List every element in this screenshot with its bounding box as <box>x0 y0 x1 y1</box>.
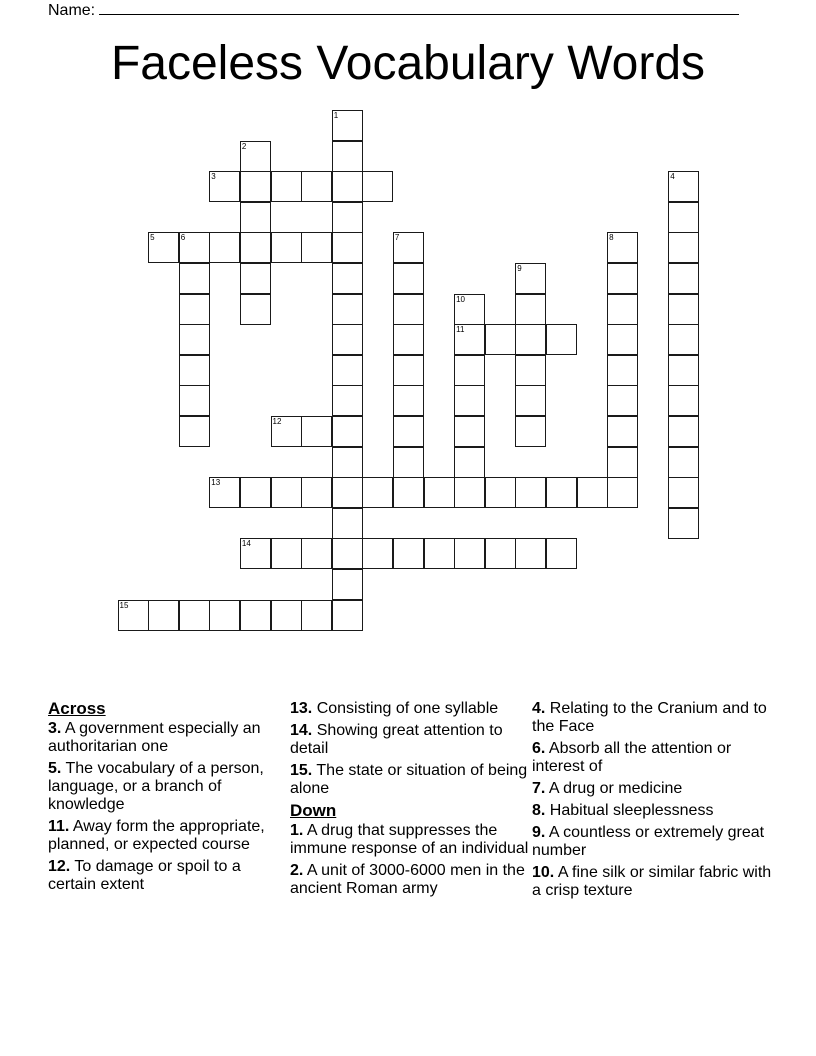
crossword-cell[interactable] <box>332 324 363 355</box>
crossword-cell[interactable] <box>393 538 424 569</box>
clue-text: A countless or extremely great number <box>532 824 765 859</box>
crossword-cell[interactable] <box>148 232 179 263</box>
crossword-cell[interactable] <box>271 538 302 569</box>
crossword-cell[interactable] <box>179 232 210 263</box>
crossword-cell[interactable] <box>668 416 699 447</box>
cell-number: 1 <box>333 111 339 120</box>
crossword-cell[interactable] <box>546 477 577 508</box>
cell-number: 10 <box>456 294 465 304</box>
crossword-cell[interactable] <box>515 477 546 508</box>
crossword-cell[interactable] <box>301 477 332 508</box>
clue-number: 14. <box>290 722 313 739</box>
crossword-cell[interactable] <box>179 324 210 355</box>
clue-number: 1. <box>290 822 304 839</box>
clue-column-2 <box>290 700 530 902</box>
clue-down-9 <box>532 824 772 860</box>
cell-number: 8 <box>609 233 614 243</box>
crossword-cell[interactable] <box>301 416 332 447</box>
crossword-cell[interactable] <box>515 355 546 386</box>
crossword-cell[interactable] <box>332 538 363 569</box>
crossword-cell[interactable] <box>179 355 210 386</box>
across-heading: Across <box>48 699 106 718</box>
clue-across-11 <box>48 818 288 854</box>
clue-text: The vocabulary of a person, language, or a branch of knowledge <box>48 760 264 813</box>
crossword-cell[interactable] <box>362 477 393 508</box>
cell-number: 3 <box>211 172 216 182</box>
cell-number: 9 <box>517 264 522 273</box>
crossword-cell[interactable] <box>668 355 699 386</box>
crossword-cell[interactable] <box>515 385 546 416</box>
crossword-cell[interactable] <box>668 324 699 355</box>
crossword-cell[interactable] <box>332 232 363 263</box>
clue-number: 12. <box>48 858 71 875</box>
crossword-cell[interactable] <box>362 538 393 569</box>
crossword-cell[interactable] <box>454 355 485 386</box>
clue-down-10 <box>532 864 772 900</box>
crossword-cell[interactable] <box>607 294 638 325</box>
crossword-cell[interactable] <box>118 600 149 631</box>
crossword-cell[interactable] <box>271 600 302 631</box>
crossword-cell[interactable] <box>393 416 424 447</box>
crossword-cell[interactable] <box>515 324 546 355</box>
down-heading: Down <box>290 801 337 820</box>
clue-text: Absorb all the attention or interest of <box>532 740 732 775</box>
crossword-cell[interactable] <box>454 294 485 325</box>
crossword-cell[interactable] <box>668 294 699 325</box>
clue-across-12 <box>48 858 288 894</box>
crossword-cell[interactable] <box>515 416 546 447</box>
cell-number: 5 <box>150 233 155 243</box>
clue-across-15 <box>290 762 530 798</box>
clue-text: The state or situation of being alone <box>290 762 528 797</box>
crossword-cell[interactable] <box>301 538 332 569</box>
crossword-cell[interactable] <box>362 171 393 202</box>
crossword-cell[interactable] <box>271 477 302 508</box>
crossword-cell[interactable] <box>393 263 424 294</box>
clue-number: 4. <box>532 700 546 717</box>
crossword-cell[interactable] <box>393 385 424 416</box>
crossword-cell[interactable] <box>179 294 210 325</box>
crossword-cell[interactable] <box>271 416 302 447</box>
crossword-cell[interactable] <box>668 263 699 294</box>
clue-number: 13. <box>290 700 313 717</box>
crossword-cell[interactable] <box>332 202 363 233</box>
clue-across-13 <box>290 700 530 718</box>
clue-number: 3. <box>48 720 62 737</box>
crossword-cell[interactable] <box>607 263 638 294</box>
crossword-cell[interactable] <box>240 202 271 233</box>
cell-number: 2 <box>241 141 247 151</box>
clue-across-14 <box>290 722 530 758</box>
clue-number: 8. <box>532 802 546 819</box>
clue-across-3 <box>48 720 288 756</box>
crossword-cell[interactable] <box>393 324 424 355</box>
crossword-cell[interactable] <box>515 263 546 294</box>
crossword-cell[interactable] <box>179 385 210 416</box>
crossword-cell[interactable] <box>393 294 424 325</box>
clue-down-7 <box>532 780 772 798</box>
crossword-cell[interactable] <box>301 600 332 631</box>
crossword-cell[interactable] <box>485 538 516 569</box>
cell-number: 14 <box>241 539 251 549</box>
crossword-cell[interactable] <box>515 538 546 569</box>
clue-text: Relating to the Cranium and to the Face <box>532 700 767 735</box>
crossword-cell[interactable] <box>668 171 699 202</box>
crossword-cell[interactable] <box>209 232 240 263</box>
crossword-cell[interactable] <box>209 477 240 508</box>
clue-down-1 <box>290 822 530 858</box>
cell-number: 4 <box>670 172 675 182</box>
cell-number: 6 <box>180 233 186 243</box>
crossword-cell[interactable] <box>454 538 485 569</box>
crossword-cell[interactable] <box>454 385 485 416</box>
crossword-cell[interactable] <box>332 110 363 141</box>
crossword-cell[interactable] <box>332 141 363 172</box>
crossword-cell[interactable] <box>240 232 271 263</box>
clue-text: Away form the appropriate, planned, or expected course <box>48 818 265 853</box>
clue-text: Showing great attention to detail <box>290 722 503 757</box>
clue-number: 5. <box>48 760 62 777</box>
crossword-cell[interactable] <box>607 385 638 416</box>
clue-column-3 <box>532 700 772 904</box>
clue-text: Consisting of one syllable <box>316 700 499 717</box>
crossword-cell[interactable] <box>332 569 363 600</box>
clue-column-1 <box>48 700 288 898</box>
crossword-cell[interactable] <box>179 263 210 294</box>
crossword-cell[interactable] <box>332 385 363 416</box>
crossword-cell[interactable] <box>424 477 455 508</box>
clue-down-8 <box>532 802 772 820</box>
cell-number: 15 <box>119 600 129 610</box>
clue-text: A fine silk or similar fabric with a crisp texture <box>532 864 772 899</box>
clue-number: 6. <box>532 740 546 757</box>
crossword-cell[interactable] <box>607 416 638 447</box>
clue-number: 15. <box>290 762 313 779</box>
crossword-cell[interactable] <box>332 508 363 539</box>
crossword-cell[interactable] <box>209 171 240 202</box>
crossword-cell[interactable] <box>424 538 455 569</box>
crossword-cell[interactable] <box>607 355 638 386</box>
clue-text: To damage or spoil to a certain extent <box>48 858 241 893</box>
clue-text: A unit of 3000-6000 men in the ancient Roman army <box>290 862 525 897</box>
crossword-cell[interactable] <box>179 416 210 447</box>
crossword-cell[interactable] <box>577 477 608 508</box>
crossword-cell[interactable] <box>332 416 363 447</box>
crossword-cell[interactable] <box>454 416 485 447</box>
crossword-cell[interactable] <box>240 171 271 202</box>
page-title: Faceless Vocabulary Words <box>110 37 706 90</box>
crossword-cell[interactable] <box>179 600 210 631</box>
clue-text: A drug that suppresses the immune response of an individual <box>290 822 529 857</box>
crossword-cell[interactable] <box>271 171 302 202</box>
crossword-cell[interactable] <box>485 477 516 508</box>
crossword-cell[interactable] <box>454 324 485 355</box>
crossword-cell[interactable] <box>668 477 699 508</box>
crossword-cell[interactable] <box>332 355 363 386</box>
clue-text: Habitual sleeplessness <box>549 802 714 819</box>
crossword-cell[interactable] <box>668 508 699 539</box>
crossword-cell[interactable] <box>332 447 363 478</box>
clue-number: 11. <box>48 818 70 835</box>
crossword-cell[interactable] <box>607 324 638 355</box>
clue-number: 7. <box>532 780 546 797</box>
crossword-cell[interactable] <box>668 385 699 416</box>
crossword-cell[interactable] <box>332 171 363 202</box>
clue-down-2 <box>290 862 530 898</box>
crossword-cell[interactable] <box>393 447 424 478</box>
crossword-cell[interactable] <box>485 324 516 355</box>
crossword-cell[interactable] <box>209 600 240 631</box>
cell-number: 12 <box>272 417 282 426</box>
crossword-cell[interactable] <box>301 171 332 202</box>
clue-down-4 <box>532 700 772 736</box>
crossword-cell[interactable] <box>240 477 271 508</box>
cell-number: 11 <box>456 325 465 335</box>
crossword-cell[interactable] <box>240 294 271 325</box>
crossword-cell[interactable] <box>515 294 546 325</box>
name-label: Name: <box>48 2 96 19</box>
crossword-cell[interactable] <box>546 324 577 355</box>
crossword-cell[interactable] <box>454 447 485 478</box>
crossword-cell[interactable] <box>271 232 302 263</box>
clue-across-5 <box>48 760 288 814</box>
crossword-cell[interactable] <box>240 141 271 172</box>
clue-text: A drug or medicine <box>548 780 683 797</box>
crossword-cell[interactable] <box>546 538 577 569</box>
clue-number: 2. <box>290 862 304 879</box>
crossword-cell[interactable] <box>240 600 271 631</box>
crossword-cell[interactable] <box>454 477 485 508</box>
cell-number: 13 <box>211 478 221 488</box>
crossword-cell[interactable] <box>668 232 699 263</box>
crossword-cell[interactable] <box>393 477 424 508</box>
crossword-cell[interactable] <box>240 538 271 569</box>
crossword-cell[interactable] <box>393 355 424 386</box>
crossword-cell[interactable] <box>607 232 638 263</box>
crossword-cell[interactable] <box>607 447 638 478</box>
crossword-cell[interactable] <box>332 600 363 631</box>
clue-number: 10. <box>532 864 555 881</box>
crossword-cell[interactable] <box>668 447 699 478</box>
crossword-cell[interactable] <box>301 232 332 263</box>
crossword-cell[interactable] <box>607 477 638 508</box>
cell-number: 7 <box>394 233 400 243</box>
clue-number: 9. <box>532 824 546 841</box>
crossword-cell[interactable] <box>332 263 363 294</box>
clue-text: A government especially an authoritarian one <box>48 720 261 755</box>
crossword-cell[interactable] <box>240 263 271 294</box>
crossword-cell[interactable] <box>393 232 424 263</box>
crossword-cell[interactable] <box>148 600 179 631</box>
clue-down-6 <box>532 740 772 776</box>
crossword-cell[interactable] <box>332 294 363 325</box>
crossword-cell[interactable] <box>668 202 699 233</box>
crossword-cell[interactable] <box>332 477 363 508</box>
